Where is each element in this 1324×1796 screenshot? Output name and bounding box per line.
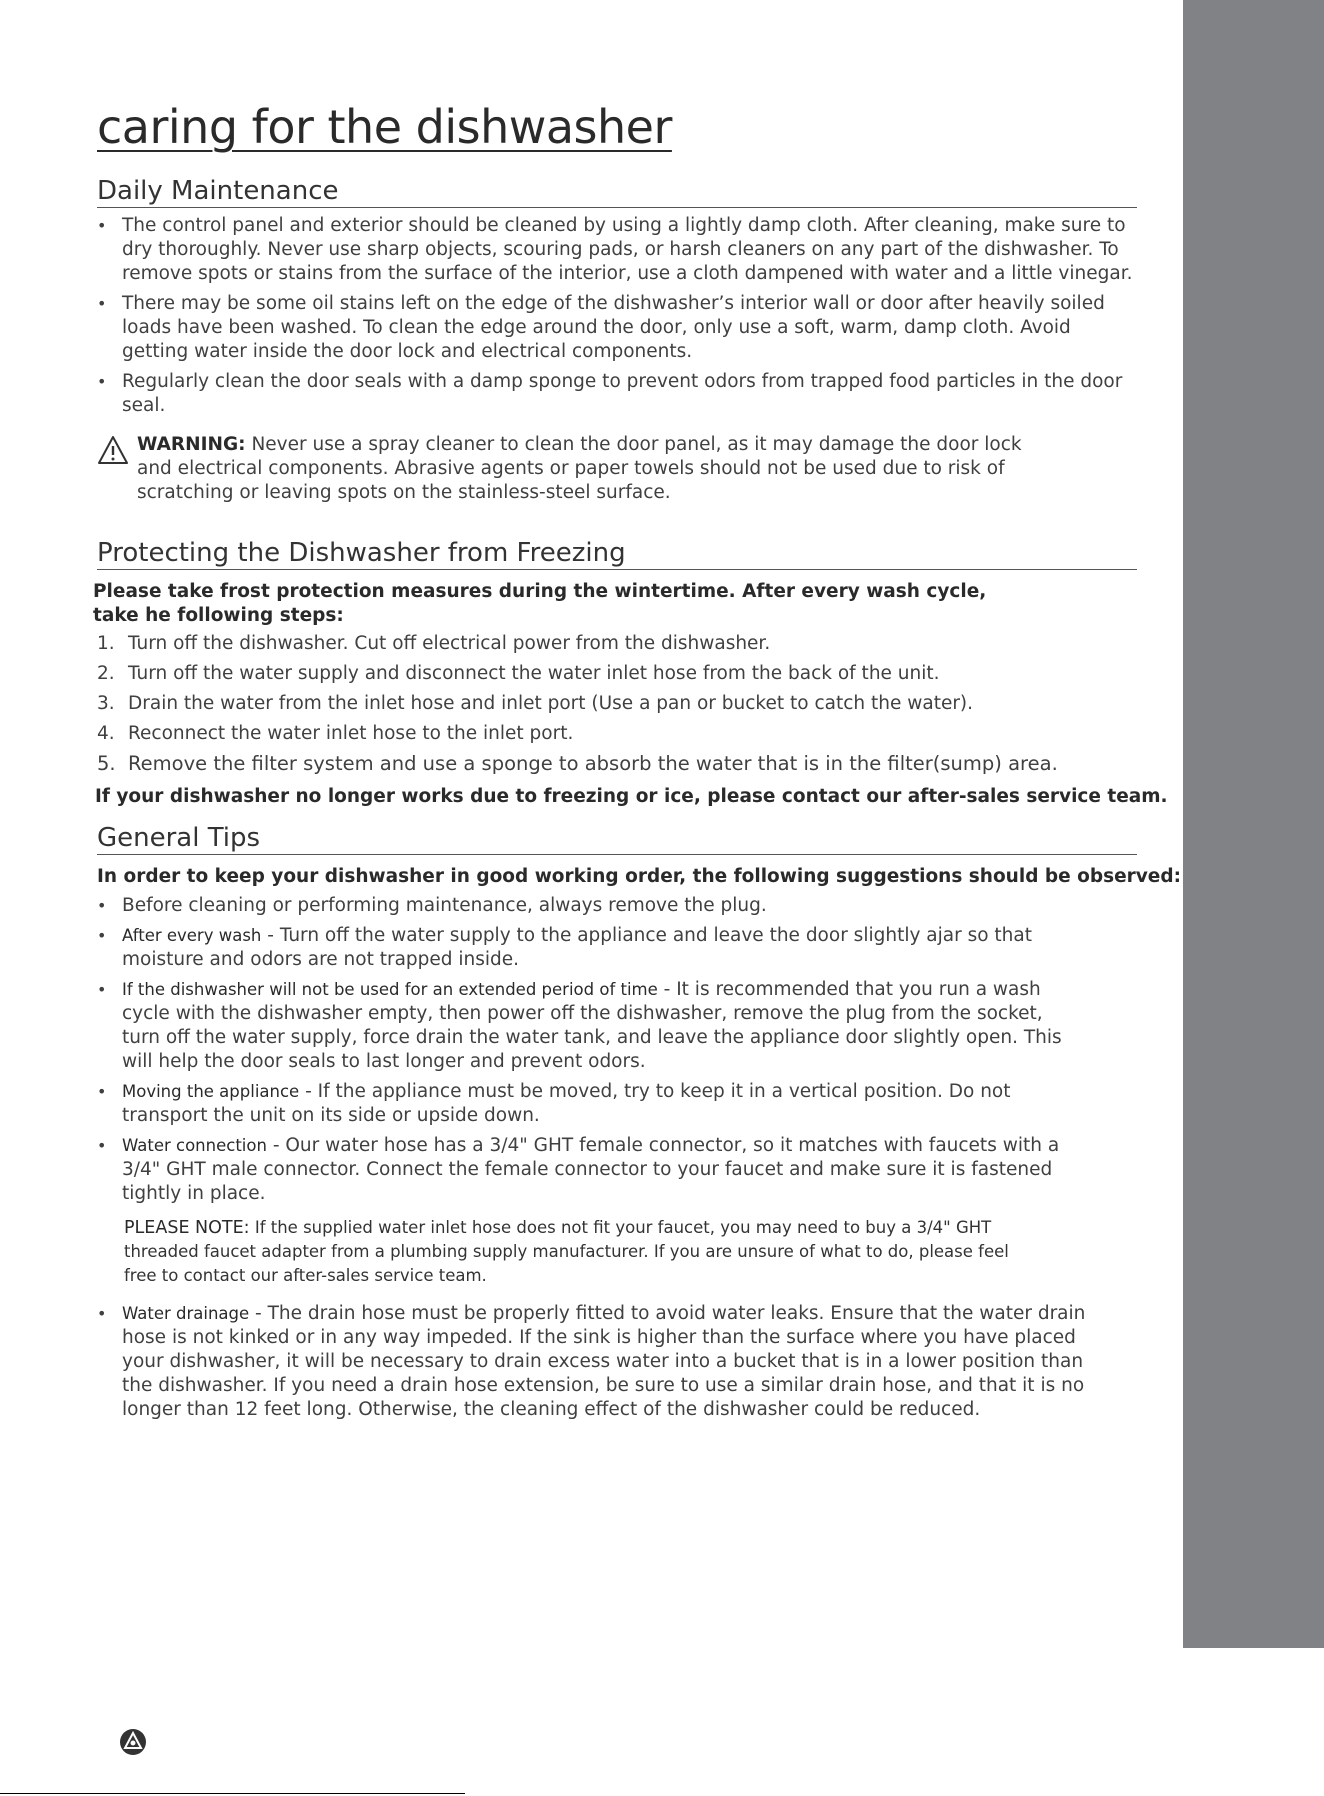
tip-text: - The drain hose must be properly fitted to avoid water leaks. Ensure that the water drain hose is not kinked or in any way impeded. If the sink is higher than the surface where you have placed your dishwasher, it will be necessary to drain excess water into a bucket that is in a lower position than the dishwasher. If you need a drain hose extension, be sure to use a similar drain hose, and that it is no longer than 12 feet long. Otherwise, the cleaning effect of the dishwasher could be reduced. xyxy=(122,1303,1086,1420)
step-number: 5. xyxy=(97,752,116,775)
step-number: 2. xyxy=(97,663,115,684)
step-text: Drain the water from the inlet hose and inlet port (Use a pan or bucket to catch the water). xyxy=(128,693,974,714)
list-item xyxy=(97,749,1137,779)
general-tips-section xyxy=(97,822,1181,1422)
warning-text: Never use a spray cleaner to clean the door panel, as it may damage the door lock and electrical components. Abrasive agents or paper towels should not be used due to risk of scratching or leaving spots on the stainless-steel surface. xyxy=(137,434,1022,503)
bottom-rule xyxy=(0,1793,465,1794)
note-text: If the supplied water inlet hose does not fit your faucet, you may need to buy a 3/4" GHT threaded faucet adapter from a plumbing supply manufacturer. If you are unsure of what to do, please feel free to contact our after-sales service team. xyxy=(124,1218,1009,1285)
step-number: 3. xyxy=(97,693,115,714)
freezing-intro: Please take frost protection measures during the wintertime. After every wash cycle, take he following steps: xyxy=(93,581,987,626)
tip-term: After every wash xyxy=(122,926,262,945)
step-text: Reconnect the water inlet hose to the inlet port. xyxy=(128,723,574,744)
daily-maintenance-section xyxy=(97,175,1137,505)
freezing-steps xyxy=(97,629,1137,779)
please-note xyxy=(97,1216,1137,1288)
list-item xyxy=(97,629,1137,659)
general-tips-heading: General Tips xyxy=(97,822,1137,855)
list-item xyxy=(97,1302,1097,1422)
step-text: Turn off the dishwasher. Cut off electrical power from the dishwasher. xyxy=(128,633,771,654)
tip-term: Moving the appliance xyxy=(122,1082,300,1101)
tip-term: Water drainage xyxy=(122,1304,250,1323)
daily-maintenance-heading: Daily Maintenance xyxy=(97,175,1137,208)
warning-note xyxy=(97,433,1137,505)
list-item xyxy=(97,659,1137,689)
list-item xyxy=(97,689,1137,719)
freezing-heading: Protecting the Dishwasher from Freezing xyxy=(97,537,1137,570)
list-item xyxy=(97,719,1137,749)
brand-logo-icon xyxy=(119,1728,147,1760)
page-title: caring for the dishwasher xyxy=(97,100,672,154)
warning-label: WARNING: xyxy=(137,434,246,455)
tip-text: - Turn off the water supply to the appliance and leave the door slightly ajar so that moisture and odors are not trapped inside. xyxy=(122,925,1032,970)
note-label: PLEASE NOTE: xyxy=(124,1218,250,1238)
step-number: 1. xyxy=(97,633,115,654)
warning-triangle-icon xyxy=(97,434,129,466)
tip-text: - Our water hose has a 3/4" GHT female connector, so it matches with faucets with a 3/4" GHT male connector. Connect the female connector to your faucet and make sure it is fastened tightly in place. xyxy=(122,1135,1060,1204)
step-text: Remove the filter system and use a sponge to absorb the water that is in the filter(sump) area. xyxy=(128,752,1058,775)
list-item: • There may be some oil stains left on the edge of the dishwasher’s interior wall or door after heavily soiled loads have been washed. To clean the edge around the door, only use a soft, warm, damp cloth. Avoid getting water inside the door lock and electrical components. xyxy=(97,292,1137,364)
tip-term: Water connection xyxy=(122,1136,267,1155)
tip-text: - If the appliance must be moved, try to keep it in a vertical position. Do not transport the unit on its side or upside down. xyxy=(122,1081,1011,1126)
list-item xyxy=(97,1134,1077,1206)
general-tips-list xyxy=(97,894,1137,1206)
step-number: 4. xyxy=(97,723,115,744)
list-item xyxy=(97,978,1077,1074)
drainage-list xyxy=(97,1302,1137,1422)
list-item: • Before cleaning or performing maintenance, always remove the plug. xyxy=(97,894,1077,918)
list-item: • Regularly clean the door seals with a damp sponge to prevent odors from trapped food particles in the door seal. xyxy=(97,370,1137,418)
tip-term: If the dishwasher will not be used for an extended period of time xyxy=(122,980,658,999)
list-item xyxy=(97,1080,1077,1128)
list-item xyxy=(97,924,1077,972)
tip-text: - It is recommended that you run a wash cycle with the dishwasher empty, then power off the dishwasher, remove the plug from the socket, turn off the water supply, force drain the water tank, and leave the appliance door slightly open. This will help the door seals to last longer and prevent odors. xyxy=(122,979,1062,1072)
side-tab xyxy=(1183,0,1324,1648)
freezing-section xyxy=(93,537,1168,809)
list-item: • The control panel and exterior should be cleaned by using a lightly damp cloth. After cleaning, make sure to dry thoroughly. Never use sharp objects, scouring pads, or harsh cleaners on any part of the dishwasher. To remove spots or stains from the surface of the interior, use a cloth dampened with water and a little vinegar. xyxy=(97,214,1137,286)
general-tips-intro: In order to keep your dishwasher in good working order, the following suggestions should be observed: xyxy=(97,866,1181,887)
daily-bullet-list xyxy=(97,214,1137,418)
freezing-outro: If your dishwasher no longer works due to freezing or ice, please contact our after-sales service team. xyxy=(95,786,1168,807)
step-text: Turn off the water supply and disconnect the water inlet hose from the back of the unit. xyxy=(128,663,940,684)
